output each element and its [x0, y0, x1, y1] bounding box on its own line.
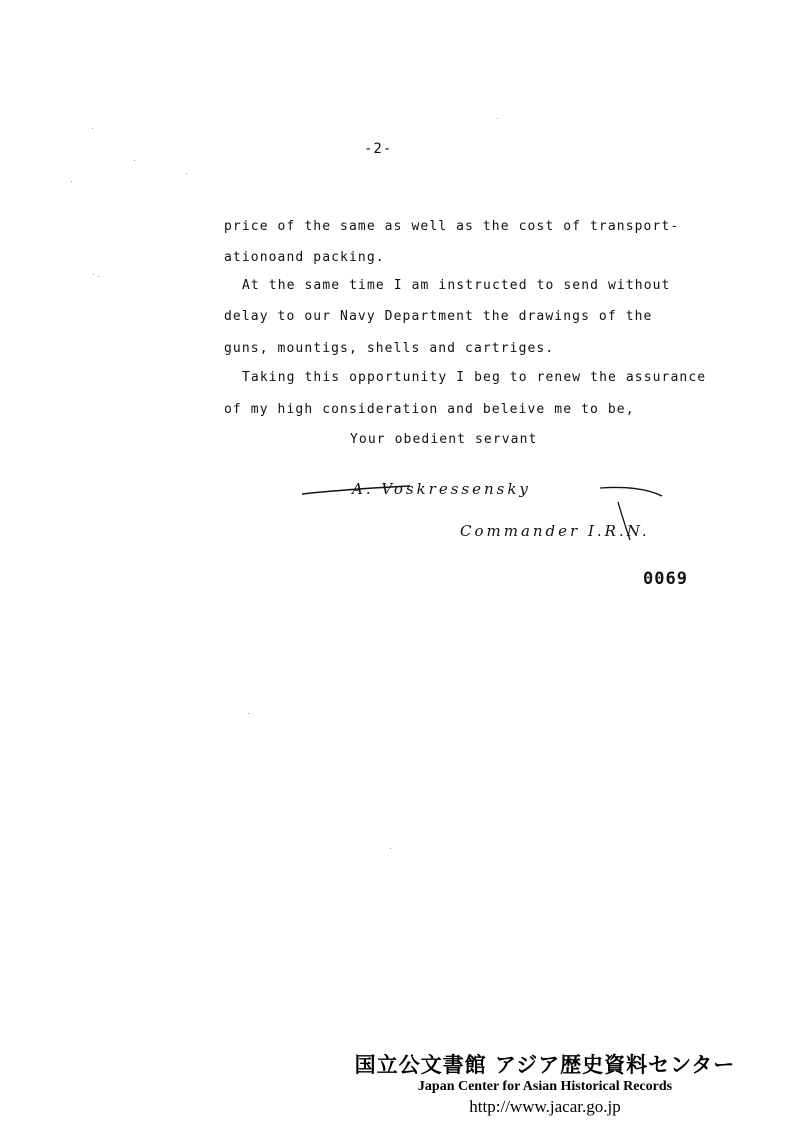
signature-flourish	[600, 487, 662, 496]
scan-speck	[93, 274, 94, 275]
archive-name-japanese: 国立公文書館 アジア歴史資料センター	[354, 1053, 736, 1077]
letter-line: Taking this opportunity I beg to renew the assurance	[242, 370, 707, 385]
letter-line: At the same time I am instructed to send without	[242, 278, 671, 293]
letter-line: price of the same as well as the cost of transport-	[224, 219, 680, 234]
letter-line: delay to our Navy Department the drawings of the	[224, 309, 653, 324]
archive-url: http://www.jacar.go.jp	[469, 1097, 621, 1116]
letter-closing: Your obedient servant	[350, 432, 538, 447]
scan-speck	[390, 848, 391, 849]
handwritten-signature	[300, 468, 700, 548]
letter-line: guns, mountigs, shells and cartriges.	[224, 341, 555, 356]
document-code: 0069	[643, 569, 688, 589]
scan-speck	[248, 713, 249, 714]
scan-speck	[71, 181, 72, 182]
signature-title: Commander I.R.N.	[460, 522, 650, 540]
scan-speck	[186, 173, 187, 174]
scan-speck	[134, 160, 135, 161]
scan-speck	[98, 276, 99, 277]
letter-line: of my high consideration and beleive me to be,	[224, 402, 635, 417]
scan-speck	[497, 118, 498, 119]
page-number: -2-	[364, 141, 393, 157]
signature-name: A. Voskressensky	[352, 480, 531, 498]
archive-footer	[300, 1052, 790, 1124]
scan-speck	[92, 128, 93, 129]
letter-line: ationoand packing.	[224, 250, 385, 265]
archive-name-english: Japan Center for Asian Historical Records	[417, 1079, 673, 1094]
